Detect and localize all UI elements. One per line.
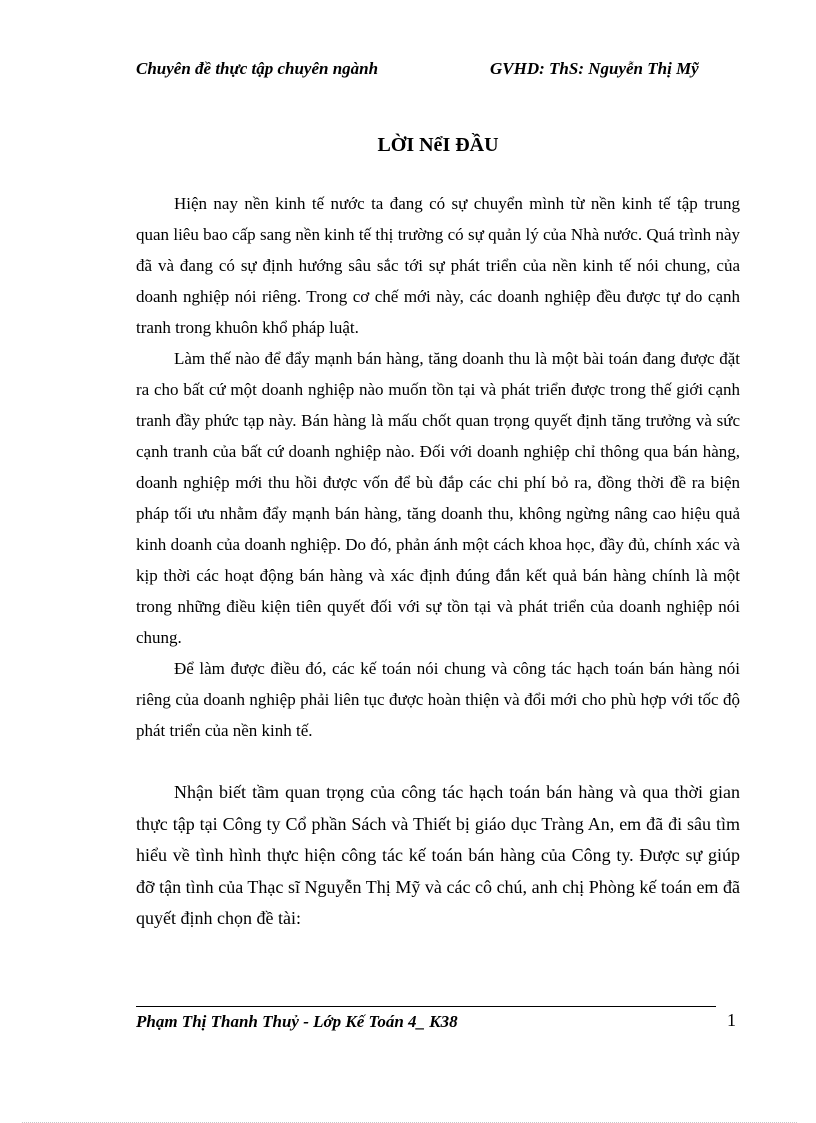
footer-divider [136, 1006, 716, 1007]
page-title: LỜI NểI ĐẦU [377, 134, 499, 156]
paragraph-4: Nhận biết tầm quan trọng của công tác hạch toán bán hàng và qua thời gian thực tập tại Công ty Cổ phần Sách và Thiết bị giáo dục Tràng An, em đã đi sâu tìm hiểu về tình hình thực hiện công tác kế toán bán hàng của Công ty. Được sự giúp đỡ tận tình của Thạc sĩ Nguyễn Thị Mỹ và các cô chú, anh chị Phòng kế toán em đã quyết định chọn đề tài: [136, 782, 740, 928]
paragraph-2: Làm thế nào để đẩy mạnh bán hàng, tăng doanh thu là một bài toán đang được đặt ra cho bất cứ một doanh nghiệp nào muốn tồn tại và phát triển được trong thế giới cạnh tranh đầy phức tạp này. Bán hàng là mấu chốt quan trọng quyết định tăng trưởng và sức cạnh tranh của bất cứ doanh nghiệp nào. Đối với doanh nghiệp chỉ thông qua bán hàng, doanh nghiệp mới thu hồi được vốn để bù đắp các chi phí bỏ ra, đồng thời đề ra biện pháp tối ưu nhằm đẩy mạnh bán hàng, tăng doanh thu, không ngừng nâng cao hiệu quả kinh doanh của doanh nghiệp. Do đó, phản ánh một cách khoa học, đầy đủ, chính xác và kịp thời các hoạt động bán hàng và xác định đúng đắn kết quả bán hàng chính là một trong những điều kiện tiên quyết đối với sự tồn tại và phát triển của doanh nghiệp nói chung. [136, 349, 740, 647]
header-course-title: Chuyên đề thực tập chuyên ngành [136, 59, 379, 78]
header-supervisor: GVHD: ThS: Nguyễn Thị Mỹ [490, 59, 699, 78]
paragraph-1: Hiện nay nền kinh tế nước ta đang có sự chuyển mình từ nền kinh tế tập trung quan liêu bao cấp sang nền kinh tế thị trường có sự quản lý của Nhà nước. Quá trình này đã và đang có sự định hướng sâu sắc tới sự phát triển của nền kinh tế nói chung, của doanh nghiệp nói riêng. Trong cơ chế mới này, các doanh nghiệp đều được tự do cạnh tranh trong khuôn khổ pháp luật. [136, 194, 740, 337]
page-number: 1 [727, 1010, 736, 1030]
footer-author: Phạm Thị Thanh Thuỷ - Lớp Kế Toán 4_ K38 [136, 1012, 458, 1031]
body-text [136, 188, 740, 935]
paragraph-3: Để làm được điều đó, các kế toán nói chung và công tác hạch toán bán hàng nói riêng của doanh nghiệp phải liên tục được hoàn thiện và đổi mới cho phù hợp với tốc độ phát triển của nền kinh tế. [136, 659, 740, 740]
